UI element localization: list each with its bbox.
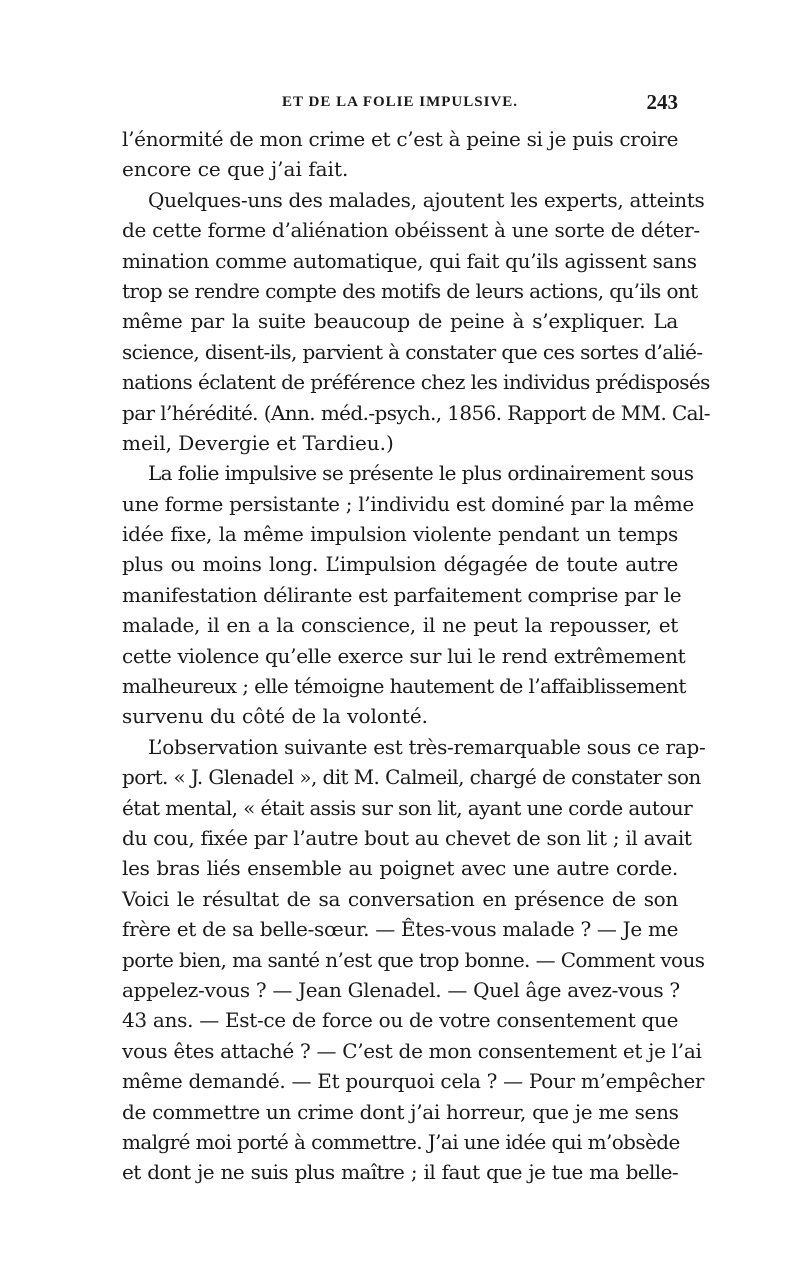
text-line: frère et de sa belle-sœur. — Êtes-vous malade ? — Je me (122, 917, 679, 942)
text-line: manifestation délirante est parfaitement comprise par le (122, 582, 682, 607)
text-line: plus ou moins long. L’impulsion dégagée de toute autre (122, 552, 678, 577)
text-line: nations éclatent de préférence chez les individus prédisposés (122, 370, 710, 395)
text-line: encore ce que j’ai fait. (122, 157, 349, 182)
text-line: vous êtes attaché ? — C’est de mon consentement et je l’ai (122, 1038, 702, 1063)
text-line: Quelques-uns des malades, ajoutent les experts, atteints (148, 187, 705, 212)
text-line: Voici le résultat de sa conversation en présence de son (122, 886, 678, 911)
text-line: les bras liés ensemble au poignet avec une autre corde. (122, 856, 678, 881)
text-line: L’observation suivante est très-remarquable sous ce rap- (148, 734, 706, 759)
text-line: état mental, « était assis sur son lit, ayant une corde autour (122, 795, 693, 820)
text-line: et dont je ne suis plus maître ; il faut que je tue ma belle- (122, 1160, 678, 1185)
text-line: 43 ans. — Est-ce de force ou de votre consentement que (122, 1008, 679, 1033)
text-line: survenu du côté de la volonté. (122, 704, 429, 729)
text-line: cette violence qu’elle exerce sur lui le rend extrêmement (122, 643, 686, 668)
text-line: appelez-vous ? — Jean Glenadel. — Quel âge avez-vous ? (122, 977, 680, 1002)
text-line: porte bien, ma santé n’est que trop bonne. — Comment vous (122, 947, 705, 972)
text-line: malheureux ; elle témoigne hautement de l’affaiblissement (122, 674, 686, 699)
text-line: de commettre un crime dont j’ai horreur, que je me sens (122, 1099, 679, 1124)
text-line: meil, Devergie et Tardieu.) (122, 430, 394, 455)
text-line: trop se rendre compte des motifs de leurs actions, qu’ils ont (122, 278, 698, 303)
text-line: l’énormité de mon crime et c’est à peine si je puis croire (122, 127, 679, 151)
text-line: même par la suite beaucoup de peine à s’expliquer. La (122, 309, 678, 334)
text-line: malade, il en a la conscience, il ne peut la repousser, et (122, 613, 678, 638)
page-number: 243 (646, 90, 678, 114)
text-line: La folie impulsive se présente le plus ordinairement sous (148, 461, 694, 486)
text-line: port. « J. Glenadel », dit M. Calmeil, chargé de constater son (122, 765, 701, 790)
running-head (122, 90, 682, 118)
body-text (122, 124, 710, 1188)
text-line: malgré moi porté à commettre. J’ai une idée qui m’obsède (122, 1129, 680, 1154)
text-line: par l’hérédité. (Ann. méd.-psych., 1856. Rapport de MM. Cal- (122, 400, 710, 425)
text-line: du cou, fixée par l’autre bout au chevet de son lit ; il avait (122, 825, 692, 850)
text-line: science, disent-ils, parvient à constater que ces sortes d’alié- (122, 339, 703, 364)
text-line: mination comme automatique, qui fait qu’ils agissent sans (122, 248, 697, 273)
text-line: même demandé. — Et pourquoi cela ? — Pour m’empêcher (122, 1069, 705, 1094)
text-line: de cette forme d’aliénation obéissent à une sorte de déter- (122, 218, 700, 243)
running-title: ET DE LA FOLIE IMPULSIVE. (282, 94, 519, 110)
text-line: une forme persistante ; l’individu est dominé par la même (122, 491, 694, 516)
text-line: idée fixe, la même impulsion violente pendant un temps (122, 522, 678, 547)
